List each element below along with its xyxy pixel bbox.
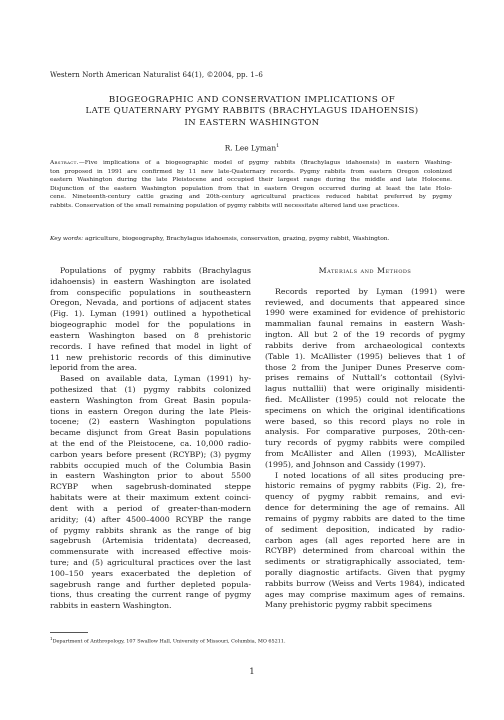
right-body-line-24: carbon ages (all ages reported here are in	[265, 535, 465, 545]
methods-paragraphs	[265, 287, 465, 611]
right-body-line-16: from McAllister and Allen (1993), McAllister	[265, 449, 465, 458]
right-body-line-15: tury records of pygmy rabbits were compiled	[265, 438, 465, 448]
right-body-line-21: dence for determining the age of remains. All	[265, 503, 465, 513]
left-body-line-14: tions in eastern Oregon during the late Pleis-	[50, 406, 251, 416]
left-body-line-30: sagebrush range and further depleted popula-	[50, 579, 251, 589]
right-body-line-23: of sediment deposition, indicated by radio-	[265, 524, 465, 534]
right-body-line-20: quency of pygmy rabbit remains, and evi-	[265, 492, 465, 502]
body-column-left	[50, 266, 251, 612]
left-body-line-24: aridity; (4) after 4500–4000 RCYBP the range	[50, 514, 251, 524]
left-body-line-27: commensurate with increased effective mois-	[50, 547, 251, 557]
right-body-line-4: mammalian faunal remains in eastern Wash-	[265, 319, 465, 329]
author-byline	[0, 143, 504, 152]
abstract-line-1: —Five implications of a biogeographic model of pygmy rabbits (Brachylagus idahoensis) in eastern Washing-	[78, 160, 452, 166]
right-body-line-8: those 2 from the Juniper Dunes Preserve com-	[265, 362, 465, 372]
left-body-line-15: tocene; (2) eastern Washington populations	[50, 417, 251, 427]
right-body-line-9: prises remains of Nuttall’s cottontail (Sylvi-	[265, 373, 465, 383]
footnote	[50, 636, 286, 645]
keywords	[50, 235, 452, 244]
footnote-mark: 1	[50, 636, 53, 641]
left-body-line-18: carbon years before present (RCYBP); (3) pygmy	[50, 449, 251, 459]
abstract-line-3: eastern Washington during the late Pleistocene and occupied their largest range during the middle and late Holocene.	[50, 177, 452, 184]
abstract-line-4: Disjunction of the eastern Washington population from that in eastern Oregon occurred during at least the late Holo-	[50, 185, 452, 192]
left-body-line-9: 11 new prehistoric records of this diminutive	[50, 352, 251, 362]
right-body-line-5: ington. All but 2 of the 19 records of pygmy	[265, 330, 465, 340]
right-body-line-14: analysis. For comparative purposes, 20th-cen-	[265, 427, 465, 437]
left-body-line-13: eastern Washington from Great Basin popula-	[50, 395, 251, 405]
left-body-line-11: Based on available data, Lyman (1991) hy-	[60, 374, 251, 384]
right-body-line-30: Many prehistoric pygmy rabbit specimens	[265, 600, 432, 610]
left-body-line-20: in eastern Washington prior to about 5500	[50, 471, 251, 481]
right-body-line-28: rabbits burrow (Weiss and Verts 1984), indicated	[265, 578, 465, 588]
author-affiliation-mark: 1	[276, 143, 280, 149]
right-body-line-13: were based, so this record plays no role in	[265, 416, 465, 426]
left-body-line-8: records. I have refined that model in light of	[50, 341, 251, 351]
section-heading-methods: Materials and Methods	[318, 266, 412, 275]
abstract-label: Abstract.	[50, 160, 79, 166]
article-title	[40, 95, 464, 129]
right-body-line-26: sediments or stratigraphically associated, tem-	[265, 557, 465, 567]
right-body-line-2: reviewed, and documents that appeared since	[265, 297, 465, 307]
left-body-line-32: rabbits in eastern Washington.	[50, 601, 172, 611]
right-body-line-11: fied. McAllister (1995) could not relocate the	[265, 394, 465, 404]
left-body-line-21: RCYBP when sagebrush-dominated steppe	[50, 482, 251, 492]
page-number: 1	[249, 667, 255, 677]
abstract-line-2: ton proposed in 1991 are confirmed by 11 new late-Quaternary records. Pygmy rabbits from eastern Oregon colonized	[50, 168, 452, 175]
title-line-3: IN EASTERN WASHINGTON	[184, 117, 320, 128]
right-body-line-17: (1995), and Johnson and Cassidy (1997).	[265, 459, 426, 469]
abstract-line-6: rabbits. Conservation of the small remaining population of pygmy rabbits will necessitate altered land use practices.	[50, 202, 400, 209]
left-body-line-10: leporid from the area.	[50, 363, 138, 373]
abstract-line-5: cene. Nineteenth-century cattle grazing and 20th-century agricultural practices reduced habitat preferred by pygmy	[50, 194, 452, 201]
left-body-line-31: tions, thus creating the current range of pygmy	[50, 590, 251, 600]
right-body-line-29: ages may comprise maximum ages of remains.	[265, 589, 465, 599]
right-body-line-22: remains of pygmy rabbits are dated to the time	[265, 513, 465, 523]
right-body-line-7: (Table 1). McAllister (1995) believes that 1 of	[265, 351, 465, 361]
left-body-line-6: biogeographic model for the populations in	[50, 320, 251, 330]
right-body-line-10: lagus nuttallii) that were originally misidenti-	[265, 384, 465, 394]
left-body-line-16: became disjunct from Great Basin populations	[50, 428, 251, 438]
right-body-line-3: 1990 were examined for evidence of prehistoric	[265, 308, 465, 318]
left-body-line-29: 100–150 years exacerbated the depletion of	[50, 568, 251, 578]
journal-citation: Western North American Naturalist 64(1), ©2004, pp. 1–6	[50, 71, 263, 79]
title-line-1: BIOGEOGRAPHIC AND CONSERVATION IMPLICATIONS OF	[108, 95, 396, 105]
left-body-line-28: ture; and (5) agricultural practices over the last	[50, 557, 251, 567]
right-body-line-19: historic remains of pygmy rabbits (Fig. 2), fre-	[265, 481, 465, 491]
left-body-line-25: of pygmy rabbits shrank as the range of big	[50, 525, 251, 535]
right-body-line-1: Records reported by Lyman (1991) were	[275, 286, 465, 296]
right-body-line-18: I noted locations of all sites producing pre-	[275, 470, 465, 480]
left-body-line-12: pothesized that (1) pygmy rabbits colonized	[50, 384, 251, 394]
right-body-line-6: rabbits derive from archaeological contexts	[265, 340, 465, 350]
left-body-line-22: habitats were at their maximum extent coinci-	[50, 493, 251, 503]
title-line-2: LATE QUATERNARY PYGMY RABBITS (BRACHYLAGUS IDAHOENSIS)	[85, 106, 419, 117]
footnote-text: Department of Anthropology, 107 Swallow Hall, University of Missouri, Columbia, MO 65211.	[52, 638, 286, 645]
body-column-right	[265, 266, 465, 611]
left-body-line-4: Oregon, Nevada, and portions of adjacent states	[50, 298, 251, 308]
right-body-line-25: RCYBP) determined from charcoal within the	[265, 546, 465, 556]
left-body-line-2: idahoensis) in eastern Washington are isolated	[50, 276, 251, 286]
right-body-line-12: specimens on which the original identifications	[265, 405, 465, 415]
left-body-line-23: dent with a period of greater-than-modern	[50, 503, 251, 513]
keywords-text: agriculture, biogeography, Brachylagus idahoensis, conservation, grazing, pygmy rabbit, Washington.	[85, 236, 390, 242]
keywords-label: Key words:	[50, 236, 84, 242]
left-body-line-3: from conspecific populations in southeastern	[50, 287, 251, 297]
left-body-line-5: (Fig. 1). Lyman (1991) outlined a hypothetical	[50, 309, 251, 319]
left-body-line-26: sagebrush (Artemisia tridentata) decreased,	[50, 536, 251, 546]
footnote-rule	[50, 632, 88, 633]
left-body-line-17: at the end of the Pleistocene, ca. 10,000 radio-	[50, 439, 251, 448]
left-body-line-7: eastern Washington based on 8 prehistoric	[50, 330, 251, 340]
author-name: R. Lee Lyman	[224, 143, 277, 153]
left-body-line-1: Populations of pygmy rabbits (Brachylagus	[60, 266, 251, 275]
right-body-line-27: porally diagnostic artifacts. Given that pygmy	[265, 567, 465, 577]
abstract	[50, 159, 452, 211]
left-body-line-19: rabbits occupied much of the Columbia Basin	[50, 460, 251, 470]
